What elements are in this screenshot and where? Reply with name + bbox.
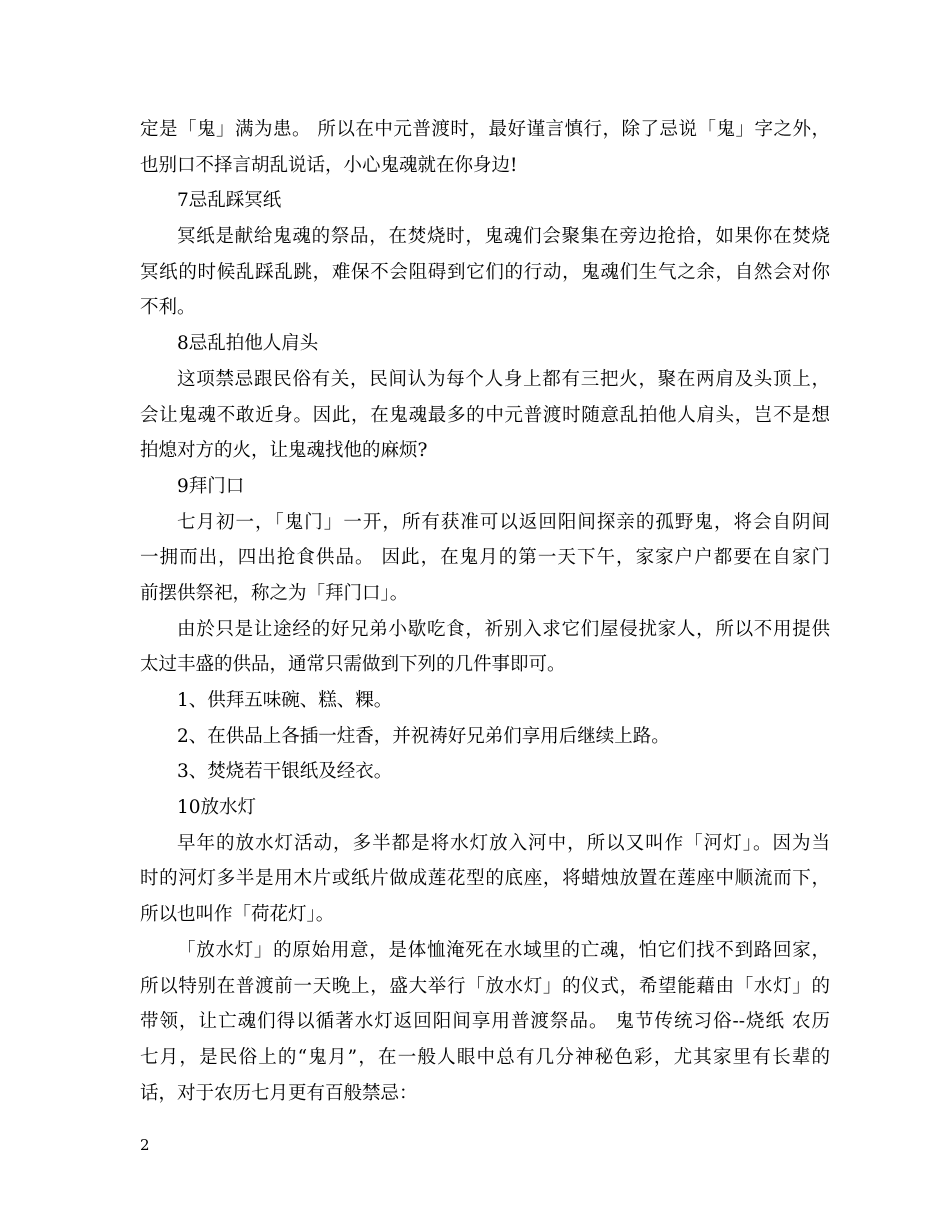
text-line: 早年的放水灯活动，多半都是将水灯放入河中，所以又叫作「河灯」。因为当 (177, 832, 830, 854)
text-line: 冥纸的时候乱踩乱跳，难保不会阻碍到它们的行动，鬼魂们生气之余，自然会对你 (140, 261, 830, 283)
text-line: 8忌乱拍他人肩头 (177, 333, 319, 355)
document-body (140, 112, 830, 1111)
text-line: 7忌乱踩冥纸 (177, 190, 282, 212)
text-line: 10放水灯 (177, 797, 257, 819)
text-line: 所以特别在普渡前一天晚上，盛大举行「放水灯」的仪式，希望能藉由「水灯」的 (140, 975, 830, 997)
page-number: 2 (140, 1136, 150, 1154)
text-line: 「放水灯」的原始用意，是体恤淹死在水域里的亡魂，怕它们找不到路回家， (177, 939, 830, 961)
text-line: 3、焚烧若干银纸及经衣。 (177, 761, 393, 783)
text-line: 七月，是民俗上的“鬼月”，在一般人眼中总有几分神秘色彩，尤其家里有长辈的 (140, 1046, 830, 1068)
text-line: 带领，让亡魂们得以循著水灯返回阳间享用普渡祭品。 鬼节传统习俗--烧纸 农历 (140, 1011, 830, 1033)
text-line: 不利。 (140, 297, 196, 319)
text-line: 定是「鬼」满为患。 所以在中元普渡时，最好谨言慎行，除了忌说「鬼」字之外， (140, 119, 830, 140)
text-line: 时的河灯多半是用木片或纸片做成莲花型的底座，将蜡烛放置在莲座中顺流而下， (140, 868, 830, 890)
text-line: 太过丰盛的供品，通常只需做到下列的几件事即可。 (140, 654, 566, 676)
text-line: 这项禁忌跟民俗有关，民间认为每个人身上都有三把火，聚在两肩及头顶上， (177, 368, 830, 390)
text-line: 由於只是让途经的好兄弟小歇吃食，祈别入求它们屋侵扰家人，所以不用提供 (177, 618, 830, 640)
text-line: 话，对于农历七月更有百般禁忌： (140, 1082, 418, 1104)
text-line: 所以也叫作「荷花灯」。 (140, 904, 335, 926)
text-line: 也别口不择言胡乱说话，小心鬼魂就在你身边! (140, 154, 518, 176)
text-line: 2、在供品上各插一炷香，并祝祷好兄弟们享用后继续上路。 (177, 725, 670, 747)
text-line: 冥纸是献给鬼魂的祭品，在焚烧时，鬼魂们会聚集在旁边抢拾，如果你在焚烧 (177, 226, 830, 248)
text-line: 9拜门口 (177, 475, 245, 497)
text-line: 会让鬼魂不敢近身。因此，在鬼魂最多的中元普渡时随意乱拍他人肩头，岂不是想 (140, 404, 830, 426)
text-line: 前摆供祭祀，称之为「拜门口」。 (140, 582, 409, 604)
text-line: 1、供拜五味碗、糕、粿。 (177, 690, 393, 711)
text-line: 七月初一，「鬼门」一开，所有获准可以返回阳间探亲的孤野鬼，将会自阴间 (177, 511, 830, 533)
text-line: 拍熄对方的火，让鬼魂找他的麻烦? (140, 440, 428, 462)
text-line: 一拥而出，四出抢食供品。 因此，在鬼月的第一天下午，家家户户都要在自家门 (140, 547, 830, 569)
